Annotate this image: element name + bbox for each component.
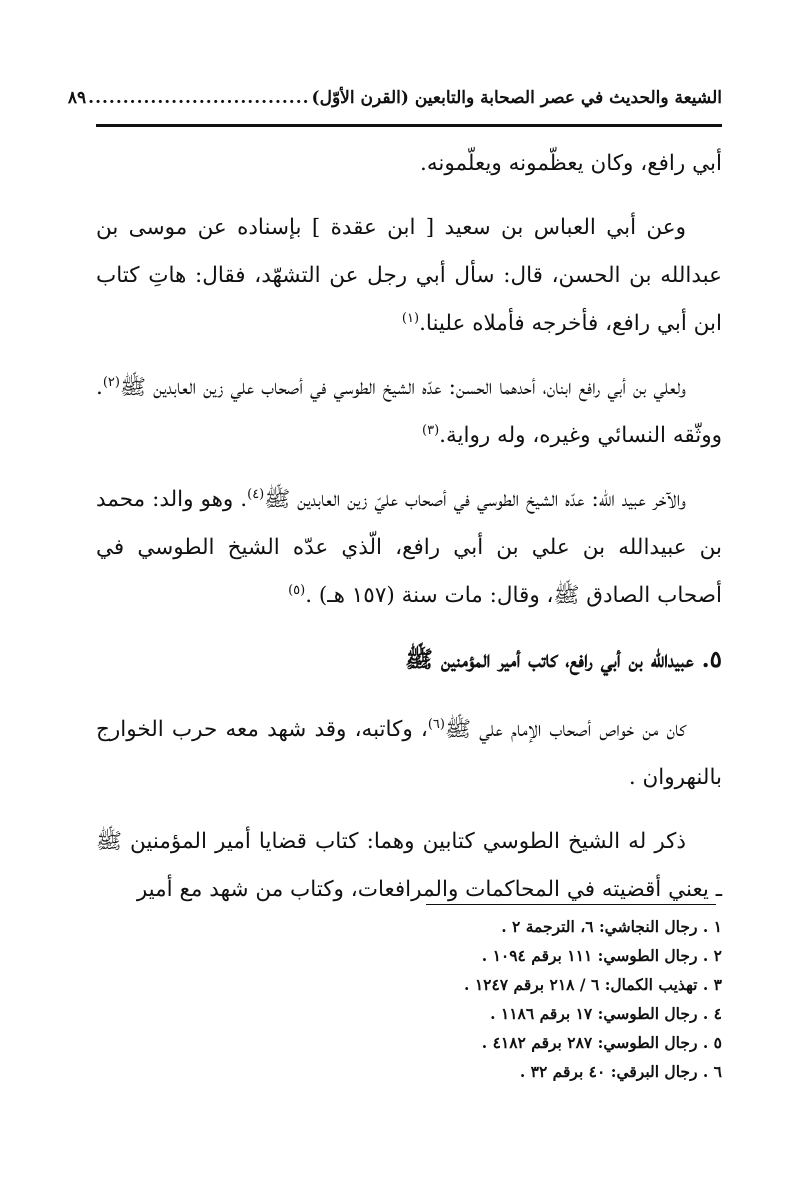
footnote-1: ١ . رجال النجاشي: ٦، الترجمة ٢ . bbox=[501, 917, 722, 936]
footnote-5: ٥ . رجال الطوسي: ٢٨٧ برقم ٤١٨٢ . bbox=[481, 1033, 722, 1052]
paragraph-1-text: أبي رافع، وكان يعظّمونه ويعلّمونه. bbox=[420, 151, 722, 176]
paragraph-3 bbox=[96, 364, 722, 460]
paragraph-1 bbox=[96, 140, 722, 188]
footnote-ref-5[interactable]: (٥) bbox=[288, 582, 306, 598]
footnote-ref-2[interactable]: (٢) bbox=[102, 374, 120, 390]
footnotes bbox=[102, 912, 722, 1086]
running-header bbox=[67, 80, 722, 116]
running-title: الشيعة والحديث في عصر الصحابة والتابعين (القرن الأوّل) bbox=[311, 88, 722, 108]
paragraph-4 bbox=[96, 476, 722, 620]
footnote-3: ٣ . تهذيب الكمال: ٦ / ٢١٨ برقم ١٢٤٧ . bbox=[464, 975, 722, 994]
footnote-ref-6[interactable]: (٦) bbox=[427, 716, 445, 732]
leader-dots: ................................ bbox=[88, 88, 310, 108]
paragraph-5-text-a: كان من خواص أصحاب الإمام علي ﷺ bbox=[444, 717, 686, 742]
paragraph-3-text-b: . ووثّقه النسائي وغيره، وله رواية. bbox=[96, 375, 722, 448]
paragraph-2 bbox=[96, 204, 722, 348]
footnote-ref-4[interactable]: (٤) bbox=[247, 486, 265, 502]
page-number: ٨٩ bbox=[67, 88, 87, 108]
footnote-ref-3[interactable]: (٣) bbox=[422, 422, 440, 438]
footnote-rule bbox=[426, 904, 716, 905]
paragraph-4-text-a: والآخر عبيد الله: عدّه الشيخ الطوسي في أصحاب عليّ زين العابدين ﷺ bbox=[264, 487, 686, 512]
footnote-4: ٤ . رجال الطوسي: ١٧ برقم ١١٨٦ . bbox=[490, 1004, 722, 1023]
paragraph-3-text-a: ولعلي بن أبي رافع ابنان، أحدهما الحسن: عدّه الشيخ الطوسي في أصحاب علي زين العابدين ﷺ bbox=[119, 375, 686, 400]
header-rule bbox=[96, 124, 722, 127]
paragraph-5 bbox=[96, 706, 722, 802]
footnote-2: ٢ . رجال الطوسي: ١١١ برقم ١٠٩٤ . bbox=[481, 946, 722, 965]
main-text bbox=[96, 140, 722, 930]
section-heading: ٥. عبيدالله بن أبي رافع، كاتب أمير المؤمنين ﷺ bbox=[405, 646, 722, 673]
paragraph-2-text: وعن أبي العباس بن سعيد [ ابن عقدة ] بإسناده عن موسى بن عبدالله بن الحسن، قال: سأل أبي رجل عن التشهّد، فقال: هاتِ كتاب ابن أبي رافع، فأخرجه فأملاه علينا. bbox=[96, 215, 722, 336]
footnote-6: ٦ . رجال البرقي: ٤٠ برقم ٣٢ . bbox=[519, 1062, 722, 1081]
paragraph-4-text-b: . وهو والد: محمد بن عبيدالله بن علي بن أبي رافع، الّذي عدّه الشيخ الطوسي في أصحاب الصادق ﷺ، وقال: مات سنة (١٥٧ هـ) . bbox=[96, 487, 722, 608]
paragraph-5-text-b: ، وكاتبه، وقد شهد معه حرب الخوارج بالنهروان . bbox=[96, 717, 722, 790]
footnote-ref-1[interactable]: (١) bbox=[401, 310, 420, 326]
paragraph-6 bbox=[96, 818, 722, 914]
paragraph-6-text: ذكر له الشيخ الطوسي كتابين وهما: كتاب قضايا أمير المؤمنين ﷺ ـ يعني أقضيته في المحاكمات والمرافعات، وكتاب من شهد مع أمير bbox=[96, 829, 722, 902]
